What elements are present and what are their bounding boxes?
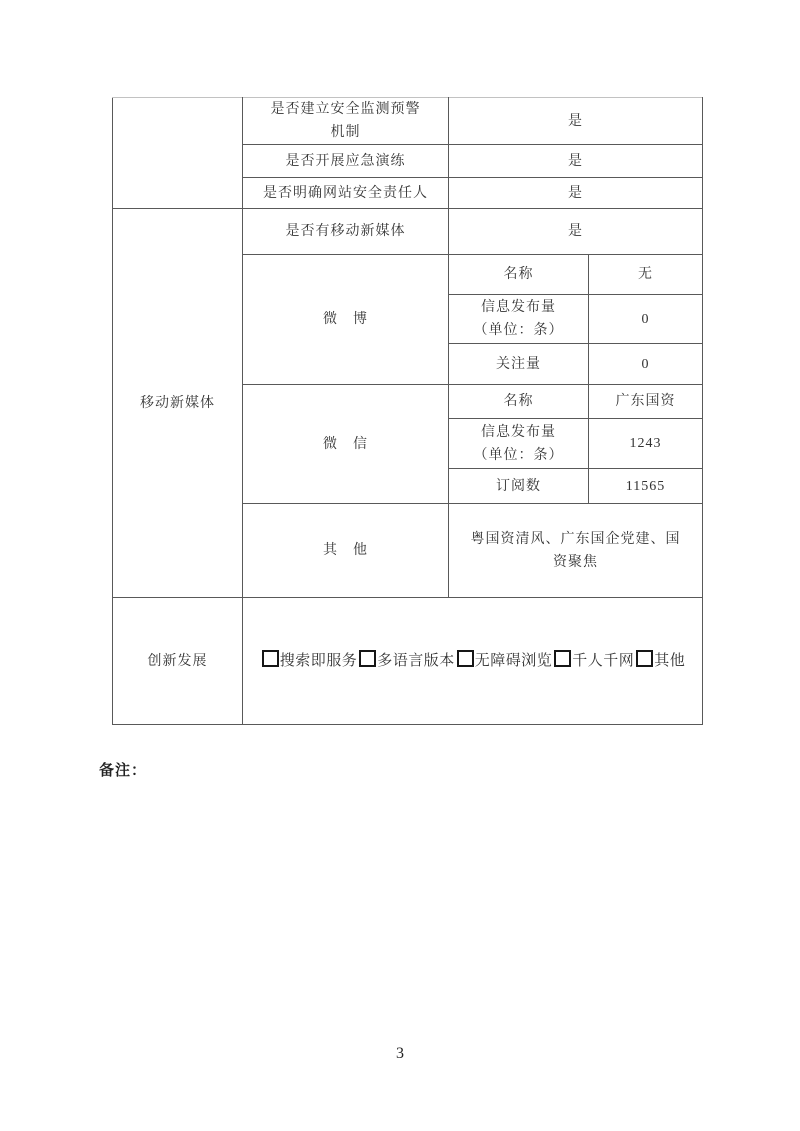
other-media-label-cell: 其 他 — [243, 504, 449, 598]
label-line: 是否建立安全监测预警 — [270, 102, 421, 117]
emergency-drill-value-cell: 是 — [449, 145, 703, 178]
security-officer-value-cell: 是 — [449, 178, 703, 209]
wechat-label-cell: 微 信 — [243, 385, 449, 504]
has-mobile-value-cell: 是 — [449, 209, 703, 255]
checkbox-unchecked-icon — [554, 650, 571, 667]
weibo-followers-value-cell: 0 — [589, 344, 703, 385]
innovation-section-cell: 创新发展 — [113, 598, 243, 725]
has-mobile-label-cell: 是否有移动新媒体 — [243, 209, 449, 255]
innovation-option-multilang — [357, 653, 455, 669]
weibo-posts-value-cell: 0 — [589, 295, 703, 344]
wechat-subscribers-value-cell: 11565 — [589, 469, 703, 504]
checkbox-unchecked-icon — [457, 650, 474, 667]
option-label: 其他 — [654, 652, 686, 669]
checkbox-unchecked-icon — [359, 650, 376, 667]
innovation-options-cell — [243, 598, 703, 725]
security-officer-label-cell: 是否明确网站安全责任人 — [243, 178, 449, 209]
table-row — [113, 598, 703, 725]
value-line: 资聚焦 — [553, 554, 598, 570]
weibo-name-label-cell: 名称 — [449, 255, 589, 295]
wechat-name-label-cell: 名称 — [449, 385, 589, 419]
wechat-name-value-cell: 广东国资 — [589, 385, 703, 419]
page-number: 3 — [396, 1045, 404, 1062]
security-monitor-value-cell: 是 — [449, 98, 703, 145]
option-label: 多语言版本 — [377, 652, 455, 669]
value-line: 粤国资清风、广东国企党建、国 — [470, 531, 681, 547]
checkbox-unchecked-icon — [262, 650, 279, 667]
website-report-table — [112, 97, 703, 725]
checkbox-unchecked-icon — [636, 650, 653, 667]
remark-label: 备注： — [99, 762, 148, 779]
security-monitor-label-cell — [243, 98, 449, 145]
wechat-subscribers-label-cell: 订阅数 — [449, 469, 589, 504]
continued-section-cell — [113, 98, 243, 209]
emergency-drill-label-cell: 是否开展应急演练 — [243, 145, 449, 178]
mobile-media-section-cell: 移动新媒体 — [113, 209, 243, 598]
weibo-name-value-cell: 无 — [589, 255, 703, 295]
table-row — [113, 209, 703, 255]
label-line: 机制 — [330, 125, 361, 140]
option-label: 搜索即服务 — [279, 652, 358, 669]
label-line: （单位：条） — [473, 323, 564, 338]
wechat-posts-label-cell — [449, 419, 589, 469]
innovation-option-other — [634, 653, 685, 669]
weibo-label-cell: 微 博 — [243, 255, 449, 385]
label-line: 信息发布量 — [481, 300, 556, 315]
weibo-followers-label-cell: 关注量 — [449, 344, 589, 385]
option-label: 千人千网 — [572, 652, 635, 669]
other-media-value-cell — [449, 504, 703, 598]
innovation-option-accessibility — [455, 653, 553, 669]
innovation-option-personalized — [552, 653, 634, 669]
weibo-posts-label-cell — [449, 295, 589, 344]
wechat-posts-value-cell: 1243 — [589, 419, 703, 469]
table-row — [113, 98, 703, 145]
innovation-option-search — [260, 653, 358, 669]
option-label: 无障碍浏览 — [474, 652, 553, 669]
label-line: （单位：条） — [473, 447, 564, 463]
label-line: 信息发布量 — [481, 424, 556, 440]
